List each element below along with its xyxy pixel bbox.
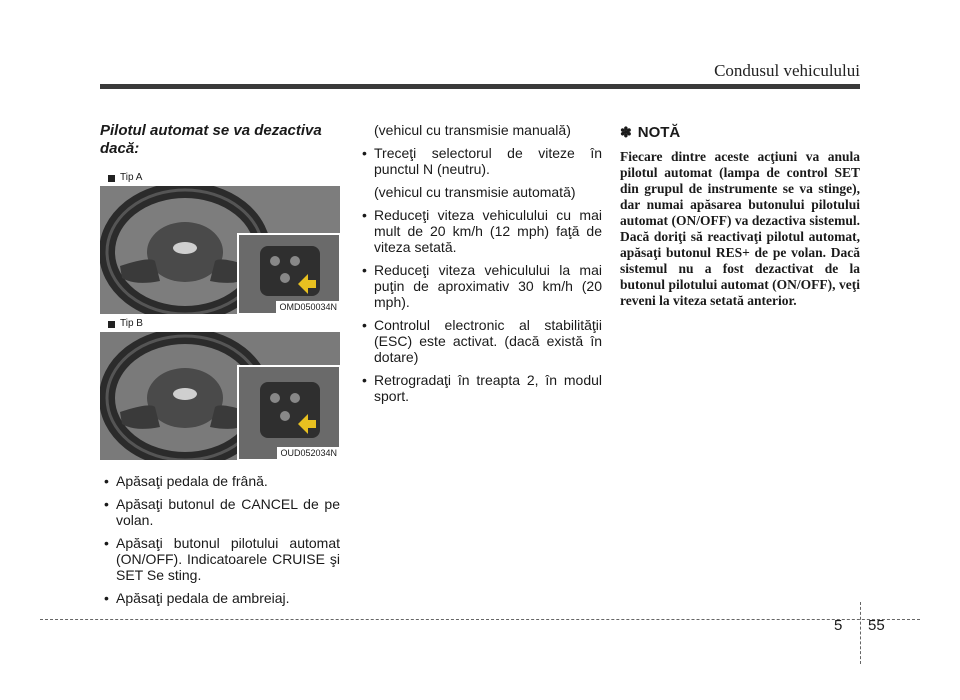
list-item: • Apăsaţi pedala de frână.: [100, 473, 340, 489]
note-body: Fiecare dintre aceste acţiuni va anula pilotul automat (lampa de control SET din grupul de instrumente se va stinge), dar numai apăsarea butonului pilotului automat (ON/OFF) va dezactiva sistemul. Dacă doriţi să reactivaţi pilotul automat, apăsaţi butonul RES+ de pe volan. Dacă sistemul nu a fost dezactivat de la butonul pilotului automat (ON/OFF), veţi reveni la viteza setată anterior.: [620, 149, 860, 308]
note-title: NOTĂ: [637, 124, 681, 141]
column-left: [100, 122, 340, 613]
column-right: [620, 122, 860, 309]
asterisk-icon: ✽: [620, 124, 632, 140]
header-rule: [100, 84, 860, 89]
list-item: • Apăsaţi pedala de ambreiaj.: [100, 590, 340, 606]
deactivation-list-1: [100, 473, 340, 606]
steering-wheel-photo: [100, 186, 340, 314]
list-item: • Apăsaţi butonul pilotului automat (ON/OFF). Indicatoarele CRUISE şi SET Se sting.: [100, 535, 340, 583]
steering-wheel-illustration: [100, 186, 340, 314]
list-item: • Apăsaţi butonul de CANCEL de pe volan.: [100, 496, 340, 528]
deactivation-list-2: [358, 145, 602, 177]
page-number: 55: [868, 617, 885, 634]
section-subheading: Pilotul automat se va dezactiva dacă:: [100, 122, 322, 157]
list-item: • Retrogradaţi în treapta 2, în modul sport.: [358, 372, 602, 404]
figure-code: OUD052034N: [277, 447, 340, 460]
square-bullet-icon: [108, 175, 115, 182]
note-heading: [620, 124, 860, 141]
list-item: • Treceţi selectorul de viteze în punctul N (neutru).: [358, 145, 602, 177]
figure-tip-b: [100, 316, 340, 460]
footer-rule: [40, 619, 920, 620]
figure-code: OMD050034N: [276, 301, 340, 314]
column-middle: [358, 122, 602, 411]
page-number-divider: [860, 602, 861, 664]
transmission-note: (vehicul cu transmisie automată): [374, 184, 576, 200]
list-item: • Reduceţi viteza vehiculului cu mai mult de 20 km/h (12 mph) faţă de viteza setată.: [358, 207, 602, 255]
list-item: • Controlul electronic al stabilităţii (ESC) este activat. (dacă există în dotare): [358, 317, 602, 365]
figure-tip-a: [100, 170, 340, 314]
list-item: • Reduceţi viteza vehiculului la mai puţin de aproximativ 30 km/h (20 mph).: [358, 262, 602, 310]
square-bullet-icon: [108, 321, 115, 328]
steering-wheel-photo: [100, 332, 340, 460]
transmission-note: (vehicul cu transmisie manuală): [374, 122, 571, 138]
section-number: 5: [834, 617, 843, 634]
running-header: Condusul vehiculului: [714, 61, 860, 80]
deactivation-list-3: [358, 207, 602, 404]
figure-label: Tip A: [100, 170, 340, 186]
figure-label: Tip B: [100, 316, 340, 332]
steering-wheel-illustration: [100, 332, 340, 460]
